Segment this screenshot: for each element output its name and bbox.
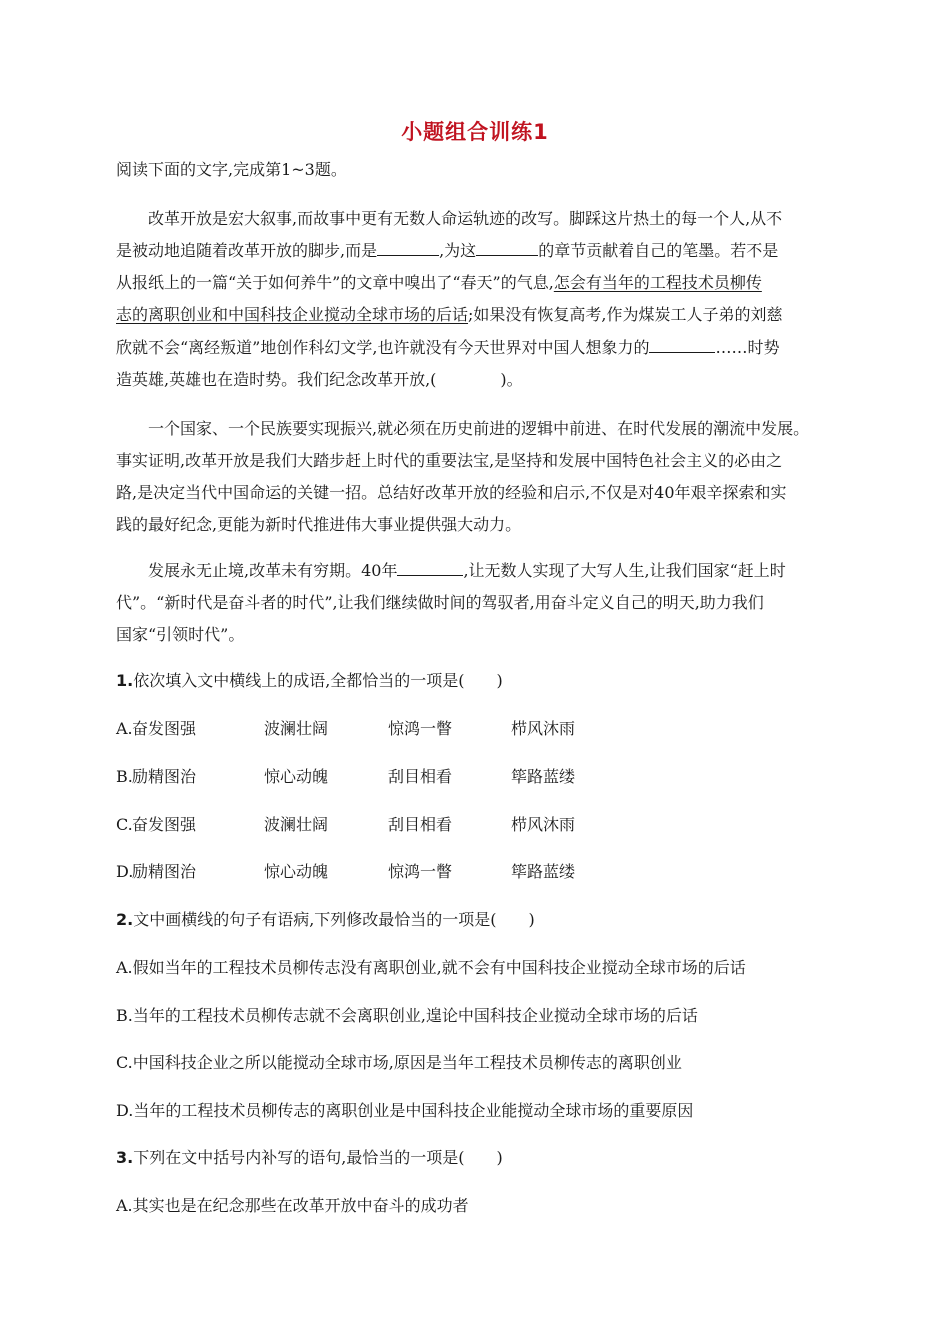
fill-blank-3 xyxy=(649,338,715,353)
passage-p3-line2: 代”。“新时代是奋斗者的时代”,让我们继续做时间的驾驭者,用奋斗定义自己的明天,助力我们 xyxy=(116,593,764,612)
passage-p3-line3: 国家“引领时代”。 xyxy=(116,625,245,644)
text-segment: 是被动地追随着改革开放的脚步,而是 xyxy=(116,241,378,260)
q1-option-d-word: 筚路蓝缕 xyxy=(511,862,576,881)
text-segment: ;如果没有恢复高考,作为煤炭工人子弟的刘慈 xyxy=(468,305,783,324)
option-text: 假如当年的工程技术员柳传志没有离职创业,就不会有中国科技企业搅动全球市场的后话 xyxy=(132,958,746,977)
option-label: A. xyxy=(116,1196,133,1215)
text-segment: 从报纸上的一篇“关于如何养牛”的文章中嗅出了“春天”的气息, xyxy=(116,273,554,292)
fill-blank-1 xyxy=(377,241,439,256)
q1-option-a-word: 波澜壮阔 xyxy=(264,719,329,738)
q1-option-a-word: 奋发图强 xyxy=(132,719,197,738)
question-text: 下列在文中括号内补写的语句,最恰当的一项是( ) xyxy=(133,1148,503,1167)
q1-option-c-word: 栉风沐雨 xyxy=(511,815,576,834)
question-number: 1. xyxy=(116,671,134,690)
q2-option-a xyxy=(116,958,746,978)
passage-p2-line1: 一个国家、一个民族要实现振兴,就必须在历史前进的逻辑中前进、在时代发展的潮流中发展。 xyxy=(148,419,810,438)
question-text: 依次填入文中横线上的成语,全都恰当的一项是( ) xyxy=(133,671,503,690)
question-3-stem xyxy=(116,1148,503,1168)
text-segment: 欣就不会“离经叛道”地创作科幻文学,也许就没有今天世界对中国人想象力的 xyxy=(116,338,650,357)
q1-option-d-word: 惊鸿一瞥 xyxy=(388,862,453,881)
text-segment: 发展永无止境,改革未有穷期。40年 xyxy=(148,561,398,580)
option-label: D. xyxy=(116,1101,134,1120)
passage-p1-line4 xyxy=(116,305,783,325)
q2-option-c xyxy=(116,1053,682,1073)
instruction: 阅读下面的文字,完成第1~3题。 xyxy=(116,160,347,179)
q1-option-b-word: 刮目相看 xyxy=(388,767,453,786)
option-label: B. xyxy=(116,1006,133,1025)
option-text: 当年的工程技术员柳传志就不会离职创业,遑论中国科技企业搅动全球市场的后话 xyxy=(132,1006,698,1025)
q1-option-b-word: 筚路蓝缕 xyxy=(511,767,576,786)
text-segment: 的章节贡献着自己的笔墨。若不是 xyxy=(538,241,779,260)
q2-option-d xyxy=(116,1101,693,1121)
option-text: 当年的工程技术员柳传志的离职创业是中国科技企业能搅动全球市场的重要原因 xyxy=(133,1101,694,1120)
passage-p1-line6: 造英雄,英雄也在造时势。我们纪念改革开放,( )。 xyxy=(116,370,523,389)
fill-blank-2 xyxy=(476,241,538,256)
q1-option-d-word: 励精图治 xyxy=(132,862,197,881)
text-segment: ,让无数人实现了大写人生,让我们国家“赶上时 xyxy=(463,561,786,580)
passage-p3-line1 xyxy=(148,561,786,581)
option-label: A. xyxy=(116,958,133,977)
option-text: 其实也是在纪念那些在改革开放中奋斗的成功者 xyxy=(132,1196,469,1215)
q1-option-b-word: 惊心动魄 xyxy=(264,767,329,786)
passage-p1-line2 xyxy=(116,241,778,261)
passage-p2-line2: 事实证明,改革开放是我们大踏步赶上时代的重要法宝,是坚持和发展中国特色社会主义的必由之 xyxy=(116,451,783,470)
question-number: 2. xyxy=(116,910,134,929)
q1-option-a-label: A. xyxy=(116,719,133,738)
q3-option-a xyxy=(116,1196,469,1216)
underlined-sentence: 志的离职创业和中国科技企业搅动全球市场的后话 xyxy=(116,305,469,324)
option-text: 中国科技企业之所以能搅动全球市场,原因是当年工程技术员柳传志的离职创业 xyxy=(132,1053,682,1072)
option-label: C. xyxy=(116,1053,133,1072)
passage-p1-line1: 改革开放是宏大叙事,而故事中更有无数人命运轨迹的改写。脚踩这片热土的每一个人,从不 xyxy=(148,209,783,228)
passage-p2-line3: 路,是决定当代中国命运的关键一招。总结好改革开放的经验和启示,不仅是对40年艰辛探索和实 xyxy=(116,483,787,502)
question-number: 3. xyxy=(116,1148,134,1167)
text-segment: ……时势 xyxy=(715,338,780,357)
q1-option-c-word: 刮目相看 xyxy=(388,815,453,834)
question-text: 文中画横线的句子有语病,下列修改最恰当的一项是( ) xyxy=(133,910,535,929)
fill-blank-4 xyxy=(397,561,463,576)
passage-p2-line4: 践的最好纪念,更能为新时代推进伟大事业提供强大动力。 xyxy=(116,515,522,534)
q1-option-d-label: D. xyxy=(116,862,134,881)
q1-option-d-word: 惊心动魄 xyxy=(264,862,329,881)
q2-option-b xyxy=(116,1006,698,1026)
q1-option-c-label: C. xyxy=(116,815,133,834)
q1-option-c-word: 波澜壮阔 xyxy=(264,815,329,834)
passage-p1-line3 xyxy=(116,273,762,293)
q1-option-b-word: 励精图治 xyxy=(132,767,197,786)
question-2-stem xyxy=(116,910,535,930)
passage-p1-line5 xyxy=(116,338,779,358)
page-title: 小题组合训练1 xyxy=(401,120,549,144)
question-1-stem xyxy=(116,671,503,691)
q1-option-a-word: 栉风沐雨 xyxy=(511,719,576,738)
q1-option-a-word: 惊鸿一瞥 xyxy=(388,719,453,738)
text-segment: ,为这 xyxy=(439,241,477,260)
q1-option-c-word: 奋发图强 xyxy=(132,815,197,834)
underlined-sentence: 怎会有当年的工程技术员柳传 xyxy=(553,273,762,292)
q1-option-b-label: B. xyxy=(116,767,133,786)
